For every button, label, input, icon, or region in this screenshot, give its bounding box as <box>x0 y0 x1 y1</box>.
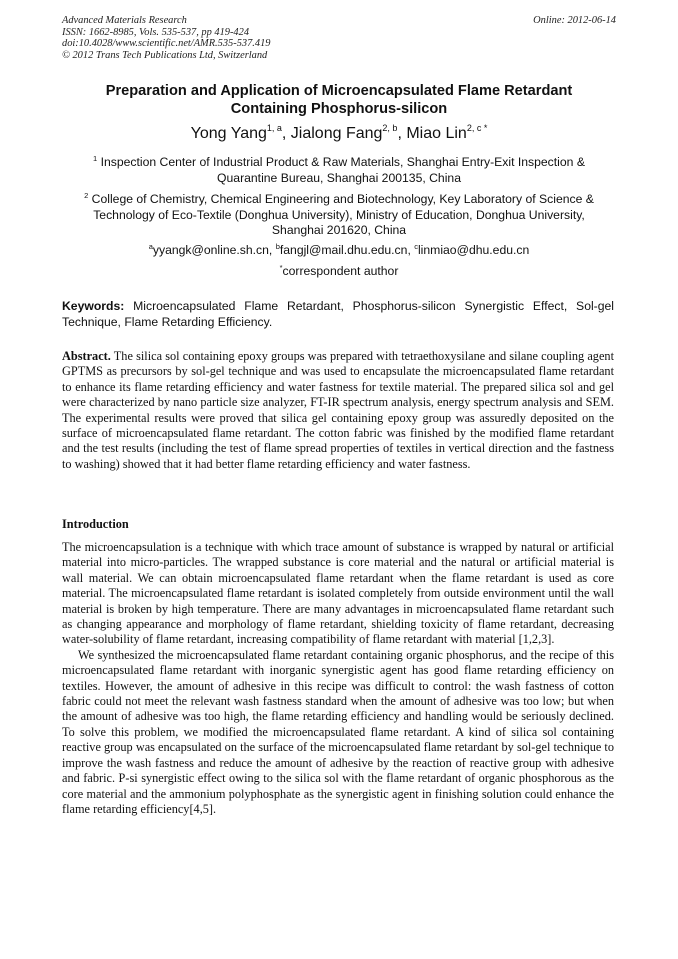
author: Jialong Fang$^{2, b}$, <box>290 123 407 142</box>
paper-title: Preparation and Application of Microencapsulated Flame Retardant Containing Phosphorus-silicon <box>105 83 573 117</box>
email-list: $^a$yyangk@online.sh.cn, $^b$fangjl@mail.dhu.edu.cn, $^c$linmiao@dhu.edu.cn <box>148 242 530 257</box>
journal-header <box>62 15 616 61</box>
affiliation-1: $^1$ Inspection Center of Industrial Product & Raw Materials, Shanghai Entry-Exit Inspection & Quarantine Bureau, Shanghai 200135, China <box>93 154 585 185</box>
author-list <box>62 124 616 144</box>
abstract-text: The silica sol containing epoxy groups was prepared with tetraethoxysilane and silane coupling agent GPTMS as precursors by sol-gel technique and was used to encapsulate the microencapsulated flame retardant to enhance its flame retarding efficiency and water fastness for textile material. The prepared silica sol and gel were characterized by nano particle size analyzer, FT-IR spectrum analysis, energy spectrum analysis and SEM. The experimental results were proved that silica gel containing epoxy group was assuredly deposited on the surface of microencapsulated flame retardant. The cotton fabric was finished by the modified flame retardant and the test results (including the test of flame spread properties of textiles in vertical direction and the fastness to washing) showed that it had better flame retarding efficiency and water fastness. <box>62 349 614 471</box>
keywords <box>62 299 614 330</box>
section-heading-introduction: Introduction <box>62 517 129 531</box>
online-date: Online: 2012-06-14 <box>533 15 616 26</box>
issn-line: ISSN: 1662-8985, Vols. 535-537, pp 419-424 <box>62 26 250 38</box>
copyright-line: © 2012 Trans Tech Publications Ltd, Switzerland <box>62 49 268 61</box>
keywords-text: Microencapsulated Flame Retardant, Phosphorus-silicon Synergistic Effect, Sol-gel Technique, Flame Retarding Efficiency. <box>62 299 614 329</box>
keywords-label: Keywords: <box>62 299 125 313</box>
journal-name: Advanced Materials Research <box>62 15 187 26</box>
email-link[interactable]: $^b$fangjl@mail.dhu.edu.cn <box>275 242 408 257</box>
corresponding-author-note: *correspondent author <box>279 263 399 278</box>
paragraph: The microencapsulation is a technique with which trace amount of substance is wrapped by natural or artificial material into micro-particles. The wrapped substance is core material and the natural or artificial material is wall material. We can obtain microencapsulated flame retardant when the flame retardant is used as core material. The microencapsulated flame retardant is isolated completely from outside environment until the wall material is broken by high temperature. There are many advantages in microencapsulated flame retardant such as changing appearance and morphology of flame retardant, shielding toxicity of flame retardant, decreasing water-solubility of flame retardant, increasing compatibility of flame retardant with material [1,2,3]. <box>62 540 614 647</box>
introduction-body <box>62 540 614 817</box>
author: Miao Lin$^{2, c *}$ <box>406 123 488 142</box>
doi-line: doi:10.4028/www.scientific.net/AMR.535-537.419 <box>62 38 271 49</box>
paragraph: We synthesized the microencapsulated flame retardant containing organic phosphorus, and the recipe of this microencapsulated flame retardant with inorganic synergistic agent has good flame retarding efficiency on textiles. However, the amount of adhesive in this recipe was difficult to control: the wash fastness of cotton fabric could not meet the relevant wash fastness standard when the amount of adhesive was too low; but when the amount of adhesive was too high, the flame retarding efficiency and handling would be seriously declined. To solve this problem, we modified the microencapsulated flame retardant. A kind of silica sol containing reactive group was encapsulated on the surface of the microencapsulated flame retardant by sol-gel technique to improve the wash fastness and reduce the amount of adhesive by the reaction of reactive group with adhesive and fabric. P-si synergistic effect owing to the silica sol with the flame retardant of organic phosphorous as the core material and the ammonium polyphosphate as the synergistic agent in finishing solution could enhance the flame retarding efficiency[4,5]. <box>62 647 614 816</box>
affiliation-2: $^2$ College of Chemistry, Chemical Engineering and Biotechnology, Key Laboratory of Science & Technology of Eco-Textile (Donghua University), Ministry of Education, Donghua University, Shanghai 201620, China <box>84 191 594 238</box>
author: Yong Yang$^{1, a}$, <box>190 123 291 142</box>
abstract-label: Abstract. <box>62 349 111 363</box>
email-link[interactable]: $^c$linmiao@dhu.edu.cn <box>414 242 530 257</box>
email-link[interactable]: $^a$yyangk@online.sh.cn <box>148 242 269 257</box>
abstract <box>62 349 614 472</box>
